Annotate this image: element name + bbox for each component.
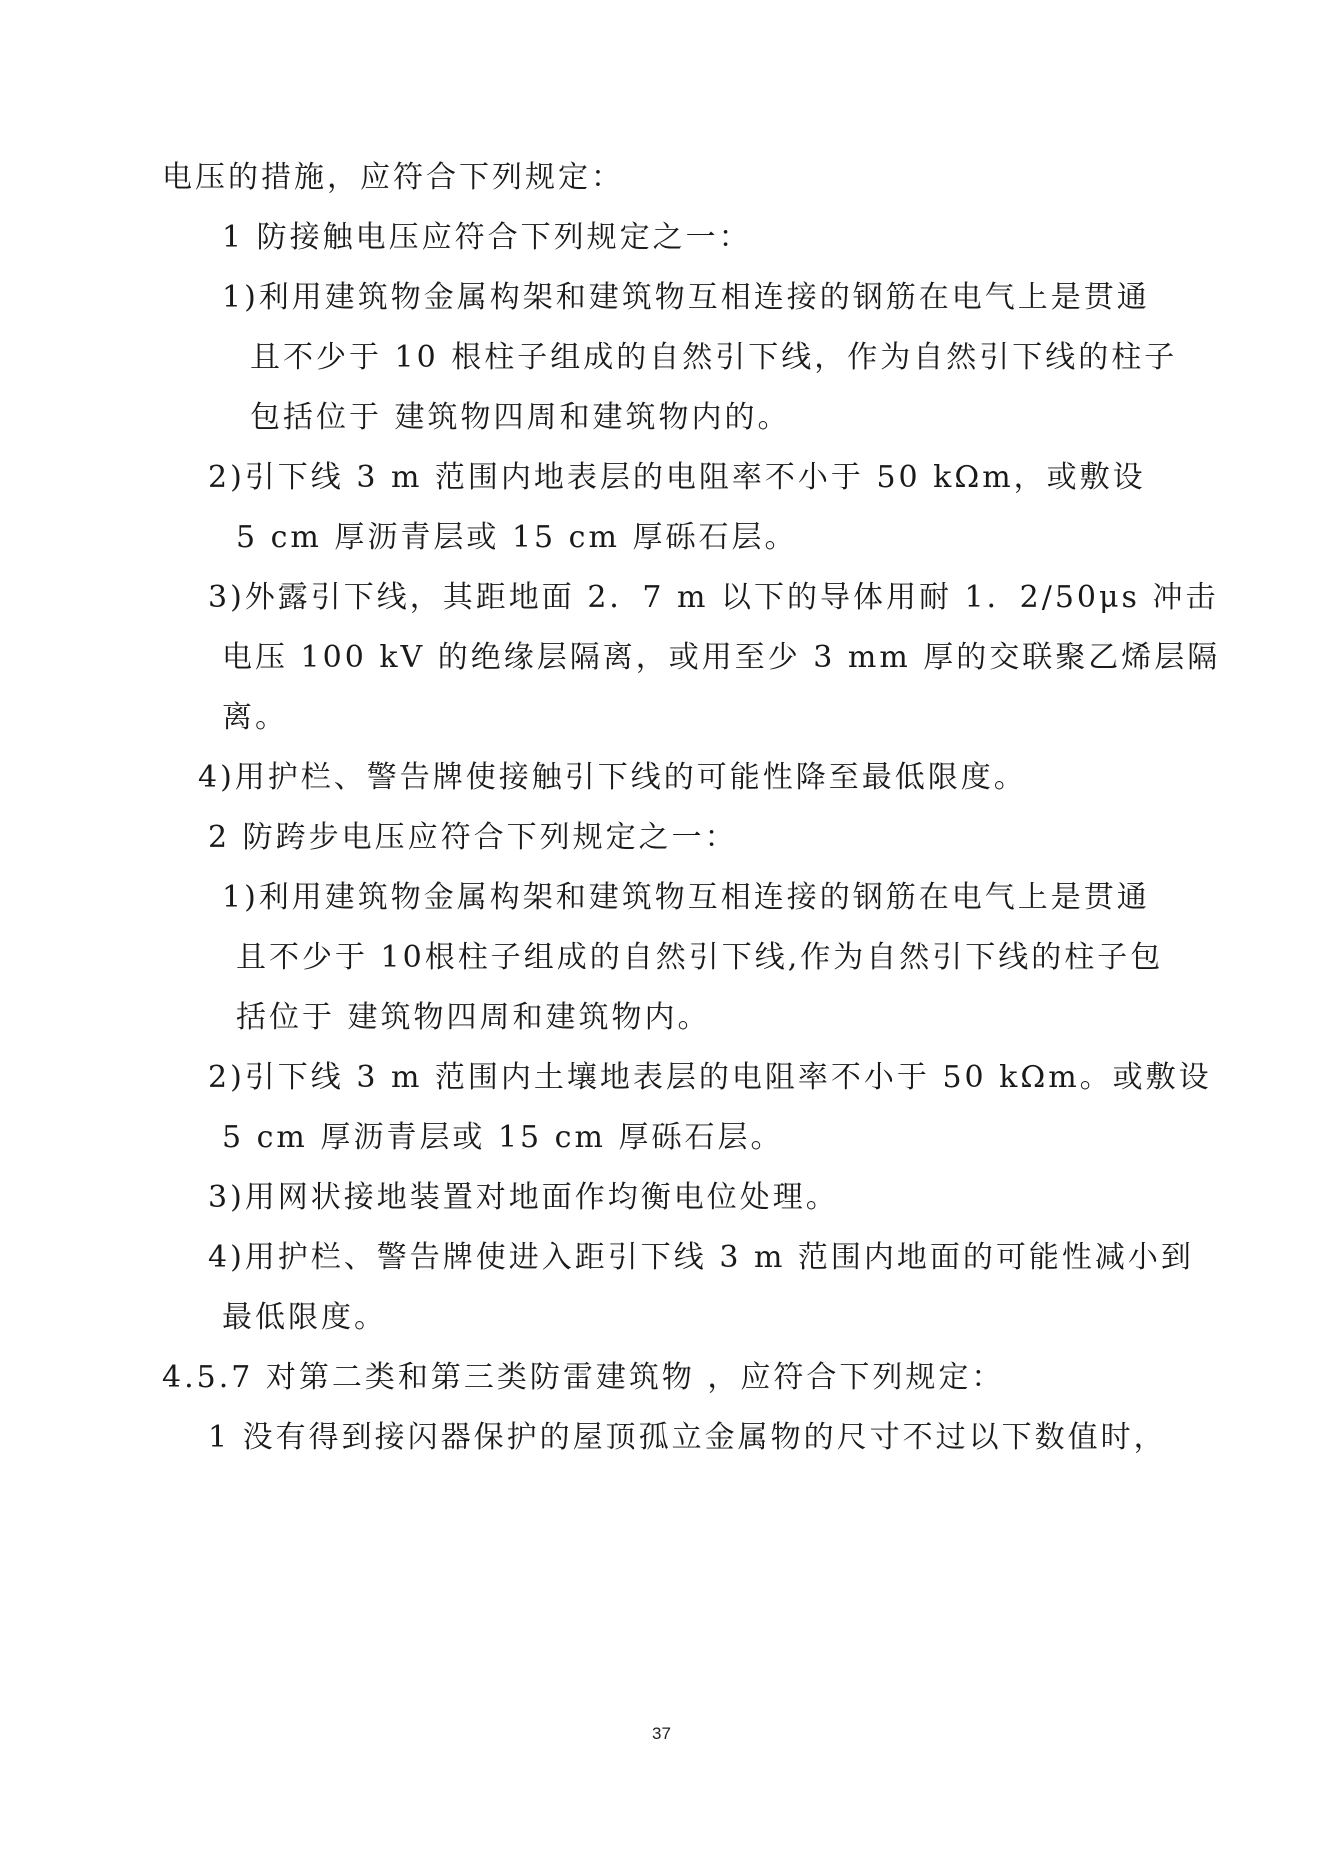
text-line: 5 cm 厚沥青层或 15 cm 厚砾石层。 <box>222 1120 784 1155</box>
text-line: 2 防跨步电压应符合下列规定之一： <box>208 820 738 855</box>
text-line: 电压的措施，应符合下列规定： <box>162 160 624 195</box>
text-line: 且不少于 10 根柱子组成的自然引下线，作为自然引下线的柱子 <box>250 340 1178 375</box>
text-line: 包括位于 建筑物四周和建筑物内的。 <box>250 400 791 435</box>
text-line: 2)引下线 3 m 范围内地表层的电阻率不小于 50 kΩm，或敷设 <box>208 460 1146 495</box>
text-line: 最低限度。 <box>222 1300 387 1335</box>
text-line: 1 防接触电压应符合下列规定之一： <box>222 220 752 255</box>
text-line: 3)外露引下线，其距地面 2．7 m 以下的导体用耐 1．2/50μs 冲击 <box>208 580 1219 615</box>
page-number: 37 <box>652 1724 671 1743</box>
text-line: 4)用护栏、警告牌使进入距引下线 3 m 范围内地面的可能性减小到 <box>208 1240 1194 1275</box>
text-line: 电压 100 kV 的绝缘层隔离，或用至少 3 mm 厚的交联聚乙烯层隔 <box>222 640 1221 675</box>
text-line: 2)引下线 3 m 范围内土壤地表层的电阻率不小于 50 kΩm。或敷设 <box>208 1060 1212 1095</box>
text-line: 且不少于 10根柱子组成的自然引下线,作为自然引下线的柱子包 <box>236 940 1164 975</box>
text-line: 3)用网状接地装置对地面作均衡电位处理。 <box>208 1180 839 1215</box>
text-line: 1)利用建筑物金属构架和建筑物互相连接的钢筋在电气上是贯通 <box>222 880 1150 915</box>
text-line: 1 没有得到接闪器保护的屋顶孤立金属物的尺寸不过以下数值时， <box>208 1420 1167 1455</box>
text-line: 离。 <box>222 700 288 735</box>
text-line: 1)利用建筑物金属构架和建筑物互相连接的钢筋在电气上是贯通 <box>222 280 1150 315</box>
text-line: 4)用护栏、警告牌使接触引下线的可能性降至最低限度。 <box>198 760 1027 795</box>
text-line: 括位于 建筑物四周和建筑物内。 <box>236 1000 711 1035</box>
section-heading: 4.5.7 对第二类和第三类防雷建筑物 ，应符合下列规定： <box>162 1360 1005 1395</box>
text-line: 5 cm 厚沥青层或 15 cm 厚砾石层。 <box>236 520 798 555</box>
